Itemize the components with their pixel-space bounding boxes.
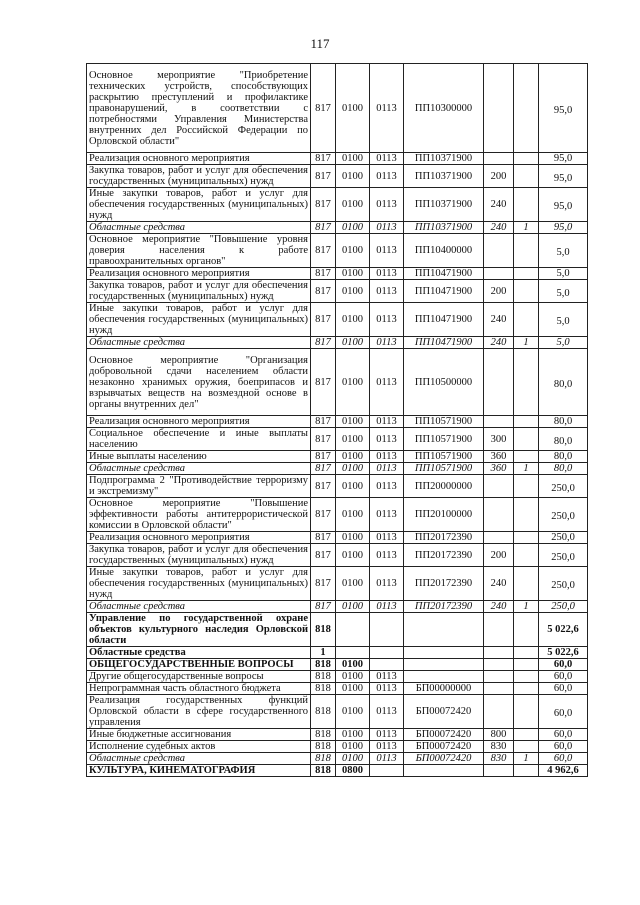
table-row xyxy=(87,498,588,532)
row-section-code: 0100 xyxy=(336,753,370,765)
row-amount: 250,0 xyxy=(539,601,588,613)
table-row xyxy=(87,765,588,777)
table-row xyxy=(87,188,588,222)
row-expense-type: 240 xyxy=(484,337,514,349)
row-ved-code: 817 xyxy=(311,416,336,428)
budget-rows xyxy=(87,64,588,777)
table-row xyxy=(87,544,588,567)
table-row xyxy=(87,463,588,475)
row-name: Реализация основного мероприятия xyxy=(87,268,311,280)
row-funding-source xyxy=(514,532,539,544)
row-expense-type xyxy=(484,659,514,671)
row-expense-type xyxy=(484,64,514,153)
table-row xyxy=(87,416,588,428)
row-name: ОБЩЕГОСУДАРСТВЕННЫЕ ВОПРОСЫ xyxy=(87,659,311,671)
row-expense-type: 240 xyxy=(484,567,514,601)
row-subsection-code: 0113 xyxy=(370,601,404,613)
row-section-code: 0100 xyxy=(336,498,370,532)
row-section-code: 0100 xyxy=(336,303,370,337)
row-subsection-code: 0113 xyxy=(370,695,404,729)
row-target-article: ПП10471900 xyxy=(404,303,484,337)
row-funding-source: 1 xyxy=(514,601,539,613)
row-amount: 95,0 xyxy=(539,222,588,234)
table-row xyxy=(87,222,588,234)
row-target-article: БП00000000 xyxy=(404,683,484,695)
row-target-article: ПП10571900 xyxy=(404,463,484,475)
row-target-article: ПП10471900 xyxy=(404,337,484,349)
row-section-code: 0100 xyxy=(336,659,370,671)
row-amount: 5,0 xyxy=(539,268,588,280)
row-section-code: 0100 xyxy=(336,428,370,451)
row-target-article: ПП10471900 xyxy=(404,280,484,303)
row-section-code: 0100 xyxy=(336,729,370,741)
row-funding-source xyxy=(514,268,539,280)
table-row xyxy=(87,671,588,683)
row-funding-source xyxy=(514,683,539,695)
row-ved-code: 817 xyxy=(311,349,336,416)
row-amount: 95,0 xyxy=(539,165,588,188)
row-ved-code: 817 xyxy=(311,601,336,613)
row-subsection-code: 0113 xyxy=(370,188,404,222)
row-name: Реализация государственных функций Орловской области в сфере государственного управления xyxy=(87,695,311,729)
row-subsection-code xyxy=(370,659,404,671)
row-amount: 80,0 xyxy=(539,463,588,475)
row-target-article: ПП10571900 xyxy=(404,416,484,428)
row-section-code: 0100 xyxy=(336,234,370,268)
row-section-code: 0100 xyxy=(336,544,370,567)
row-ved-code: 817 xyxy=(311,280,336,303)
row-ved-code: 817 xyxy=(311,532,336,544)
row-name: Областные средства xyxy=(87,601,311,613)
row-section-code: 0100 xyxy=(336,683,370,695)
row-amount: 80,0 xyxy=(539,451,588,463)
row-name: Другие общегосударственные вопросы xyxy=(87,671,311,683)
row-target-article: БП00072420 xyxy=(404,729,484,741)
row-expense-type: 240 xyxy=(484,188,514,222)
row-name: Иные выплаты населению xyxy=(87,451,311,463)
row-amount: 60,0 xyxy=(539,671,588,683)
table-row xyxy=(87,613,588,647)
row-ved-code: 817 xyxy=(311,234,336,268)
row-section-code: 0100 xyxy=(336,671,370,683)
row-ved-code: 818 xyxy=(311,683,336,695)
row-ved-code: 817 xyxy=(311,451,336,463)
row-section-code: 0100 xyxy=(336,532,370,544)
row-amount: 5 022,6 xyxy=(539,647,588,659)
row-amount: 5 022,6 xyxy=(539,613,588,647)
row-expense-type xyxy=(484,416,514,428)
table-row xyxy=(87,428,588,451)
row-expense-type xyxy=(484,695,514,729)
row-expense-type xyxy=(484,475,514,498)
row-ved-code: 817 xyxy=(311,165,336,188)
row-name: Областные средства xyxy=(87,337,311,349)
row-subsection-code: 0113 xyxy=(370,222,404,234)
row-funding-source xyxy=(514,280,539,303)
table-row xyxy=(87,153,588,165)
row-expense-type: 240 xyxy=(484,303,514,337)
table-row xyxy=(87,683,588,695)
table-row xyxy=(87,659,588,671)
row-ved-code: 817 xyxy=(311,544,336,567)
table-row xyxy=(87,601,588,613)
row-target-article: БП00072420 xyxy=(404,753,484,765)
row-section-code: 0100 xyxy=(336,475,370,498)
row-target-article: ПП10371900 xyxy=(404,165,484,188)
row-amount: 5,0 xyxy=(539,303,588,337)
row-subsection-code: 0113 xyxy=(370,498,404,532)
row-target-article: ПП20000000 xyxy=(404,475,484,498)
row-target-article xyxy=(404,671,484,683)
table-row xyxy=(87,647,588,659)
row-funding-source: 1 xyxy=(514,463,539,475)
table-row xyxy=(87,532,588,544)
row-subsection-code: 0113 xyxy=(370,532,404,544)
row-target-article xyxy=(404,647,484,659)
row-expense-type xyxy=(484,268,514,280)
row-subsection-code: 0113 xyxy=(370,337,404,349)
row-name: Реализация основного мероприятия xyxy=(87,153,311,165)
row-funding-source xyxy=(514,165,539,188)
row-expense-type xyxy=(484,532,514,544)
row-expense-type xyxy=(484,498,514,532)
row-section-code: 0100 xyxy=(336,349,370,416)
table-row xyxy=(87,64,588,153)
table-row xyxy=(87,165,588,188)
row-ved-code: 1 xyxy=(311,647,336,659)
row-ved-code: 818 xyxy=(311,741,336,753)
row-funding-source xyxy=(514,64,539,153)
row-section-code: 0100 xyxy=(336,222,370,234)
row-expense-type: 300 xyxy=(484,428,514,451)
row-funding-source: 1 xyxy=(514,222,539,234)
row-amount: 95,0 xyxy=(539,153,588,165)
row-ved-code: 818 xyxy=(311,765,336,777)
table-row xyxy=(87,729,588,741)
row-amount: 5,0 xyxy=(539,280,588,303)
row-funding-source xyxy=(514,234,539,268)
row-expense-type: 360 xyxy=(484,463,514,475)
row-funding-source: 1 xyxy=(514,337,539,349)
row-subsection-code: 0113 xyxy=(370,544,404,567)
row-ved-code: 818 xyxy=(311,695,336,729)
table-row xyxy=(87,753,588,765)
row-subsection-code: 0113 xyxy=(370,729,404,741)
row-section-code: 0100 xyxy=(336,165,370,188)
row-expense-type xyxy=(484,349,514,416)
table-row xyxy=(87,695,588,729)
row-name: Областные средства xyxy=(87,463,311,475)
row-ved-code: 817 xyxy=(311,498,336,532)
row-name: Иные закупки товаров, работ и услуг для обеспечения государственных (муниципальных) нужд xyxy=(87,303,311,337)
row-funding-source xyxy=(514,475,539,498)
row-target-article: ПП20100000 xyxy=(404,498,484,532)
row-subsection-code: 0113 xyxy=(370,428,404,451)
row-ved-code: 817 xyxy=(311,337,336,349)
table-row xyxy=(87,567,588,601)
row-amount: 5,0 xyxy=(539,337,588,349)
row-funding-source: 1 xyxy=(514,753,539,765)
row-target-article xyxy=(404,613,484,647)
row-funding-source xyxy=(514,729,539,741)
row-name: Исполнение судебных актов xyxy=(87,741,311,753)
row-section-code: 0100 xyxy=(336,463,370,475)
row-ved-code: 817 xyxy=(311,268,336,280)
row-subsection-code: 0113 xyxy=(370,753,404,765)
table-row xyxy=(87,741,588,753)
table-row xyxy=(87,234,588,268)
row-amount: 250,0 xyxy=(539,532,588,544)
row-ved-code: 817 xyxy=(311,463,336,475)
row-expense-type xyxy=(484,683,514,695)
row-name: Социальное обеспечение и иные выплаты населению xyxy=(87,428,311,451)
row-funding-source xyxy=(514,544,539,567)
row-subsection-code: 0113 xyxy=(370,234,404,268)
row-section-code: 0100 xyxy=(336,153,370,165)
budget-table xyxy=(86,63,588,777)
row-name: Закупка товаров, работ и услуг для обеспечения государственных (муниципальных) нужд xyxy=(87,165,311,188)
row-funding-source xyxy=(514,303,539,337)
row-funding-source xyxy=(514,416,539,428)
row-section-code xyxy=(336,647,370,659)
row-funding-source xyxy=(514,695,539,729)
row-subsection-code: 0113 xyxy=(370,463,404,475)
row-subsection-code: 0113 xyxy=(370,683,404,695)
row-ved-code: 817 xyxy=(311,567,336,601)
row-section-code: 0100 xyxy=(336,188,370,222)
row-ved-code: 818 xyxy=(311,659,336,671)
row-amount: 60,0 xyxy=(539,741,588,753)
row-section-code: 0100 xyxy=(336,601,370,613)
row-subsection-code: 0113 xyxy=(370,280,404,303)
row-funding-source xyxy=(514,613,539,647)
row-section-code: 0100 xyxy=(336,567,370,601)
row-target-article: ПП20172390 xyxy=(404,544,484,567)
row-section-code xyxy=(336,613,370,647)
row-target-article xyxy=(404,765,484,777)
table-row xyxy=(87,475,588,498)
row-subsection-code: 0113 xyxy=(370,165,404,188)
row-funding-source xyxy=(514,567,539,601)
row-target-article: ПП10571900 xyxy=(404,451,484,463)
row-subsection-code xyxy=(370,765,404,777)
row-ved-code: 817 xyxy=(311,475,336,498)
row-amount: 250,0 xyxy=(539,475,588,498)
row-subsection-code: 0113 xyxy=(370,475,404,498)
row-target-article: ПП10400000 xyxy=(404,234,484,268)
row-amount: 60,0 xyxy=(539,753,588,765)
table-row xyxy=(87,268,588,280)
row-name: Основное мероприятие "Приобретение технических устройств, способствующих раскрытию преступлений и профилактике правонарушений, в соответствии с потребностями Управления Министерства внутренних дел Российской Федерации по Орловской области" xyxy=(87,64,311,153)
row-ved-code: 817 xyxy=(311,153,336,165)
row-section-code: 0100 xyxy=(336,64,370,153)
row-target-article: ПП10500000 xyxy=(404,349,484,416)
row-expense-type: 830 xyxy=(484,741,514,753)
row-target-article: ПП10571900 xyxy=(404,428,484,451)
row-section-code: 0100 xyxy=(336,451,370,463)
row-amount: 80,0 xyxy=(539,416,588,428)
row-ved-code: 818 xyxy=(311,753,336,765)
table-row xyxy=(87,451,588,463)
row-expense-type: 800 xyxy=(484,729,514,741)
row-name: Закупка товаров, работ и услуг для обеспечения государственных (муниципальных) нужд xyxy=(87,544,311,567)
page-number: 117 xyxy=(310,36,330,51)
row-ved-code: 818 xyxy=(311,613,336,647)
row-subsection-code: 0113 xyxy=(370,567,404,601)
row-expense-type: 200 xyxy=(484,280,514,303)
row-amount: 5,0 xyxy=(539,234,588,268)
row-target-article: ПП20172390 xyxy=(404,567,484,601)
row-name: Иные бюджетные ассигнования xyxy=(87,729,311,741)
row-subsection-code: 0113 xyxy=(370,268,404,280)
row-expense-type: 200 xyxy=(484,544,514,567)
row-name: Областные средства xyxy=(87,753,311,765)
row-subsection-code: 0113 xyxy=(370,349,404,416)
row-expense-type: 240 xyxy=(484,222,514,234)
row-section-code: 0100 xyxy=(336,416,370,428)
row-ved-code: 817 xyxy=(311,428,336,451)
row-amount: 250,0 xyxy=(539,544,588,567)
row-target-article: ПП20172390 xyxy=(404,601,484,613)
row-subsection-code: 0113 xyxy=(370,741,404,753)
row-name: Подпрограмма 2 "Противодействие терроризму и экстремизму" xyxy=(87,475,311,498)
row-amount: 60,0 xyxy=(539,729,588,741)
row-expense-type xyxy=(484,613,514,647)
row-amount: 4 962,6 xyxy=(539,765,588,777)
row-name: Основное мероприятие "Повышение уровня доверия населения к работе правоохранительных органов" xyxy=(87,234,311,268)
row-amount: 95,0 xyxy=(539,188,588,222)
row-expense-type xyxy=(484,234,514,268)
row-subsection-code: 0113 xyxy=(370,416,404,428)
row-name: КУЛЬТУРА, КИНЕМАТОГРАФИЯ xyxy=(87,765,311,777)
row-subsection-code: 0113 xyxy=(370,671,404,683)
row-amount: 60,0 xyxy=(539,659,588,671)
row-name: Реализация основного мероприятия xyxy=(87,416,311,428)
row-target-article: ПП10371900 xyxy=(404,188,484,222)
row-target-article: ПП20172390 xyxy=(404,532,484,544)
row-funding-source xyxy=(514,659,539,671)
row-name: Иные закупки товаров, работ и услуг для обеспечения государственных (муниципальных) нужд xyxy=(87,188,311,222)
row-amount: 80,0 xyxy=(539,349,588,416)
row-section-code: 0100 xyxy=(336,268,370,280)
row-name: Основное мероприятие "Организация добровольной сдачи населением области незаконно хранимых оружия, боеприпасов и взрывчатых веществ на возмездной основе в органы внутренних дел" xyxy=(87,349,311,416)
row-expense-type xyxy=(484,671,514,683)
row-ved-code: 817 xyxy=(311,222,336,234)
row-ved-code: 817 xyxy=(311,303,336,337)
row-funding-source xyxy=(514,765,539,777)
row-funding-source xyxy=(514,671,539,683)
row-target-article: ПП10471900 xyxy=(404,268,484,280)
row-ved-code: 817 xyxy=(311,188,336,222)
row-expense-type: 240 xyxy=(484,601,514,613)
table-row xyxy=(87,303,588,337)
row-target-article: БП00072420 xyxy=(404,695,484,729)
row-subsection-code xyxy=(370,647,404,659)
row-name: Иные закупки товаров, работ и услуг для обеспечения государственных (муниципальных) нужд xyxy=(87,567,311,601)
row-section-code: 0100 xyxy=(336,741,370,753)
row-section-code: 0100 xyxy=(336,337,370,349)
row-funding-source xyxy=(514,188,539,222)
row-subsection-code: 0113 xyxy=(370,153,404,165)
row-expense-type: 360 xyxy=(484,451,514,463)
row-target-article: ПП10371900 xyxy=(404,222,484,234)
row-expense-type: 830 xyxy=(484,753,514,765)
row-subsection-code xyxy=(370,613,404,647)
row-funding-source xyxy=(514,428,539,451)
row-amount: 80,0 xyxy=(539,428,588,451)
row-name: Управление по государственной охране объектов культурного наследия Орловской области xyxy=(87,613,311,647)
row-funding-source xyxy=(514,647,539,659)
row-amount: 95,0 xyxy=(539,64,588,153)
row-target-article xyxy=(404,659,484,671)
row-subsection-code: 0113 xyxy=(370,303,404,337)
row-name: Непрограммная часть областного бюджета xyxy=(87,683,311,695)
row-name: Реализация основного мероприятия xyxy=(87,532,311,544)
row-subsection-code: 0113 xyxy=(370,64,404,153)
row-expense-type xyxy=(484,647,514,659)
row-expense-type xyxy=(484,765,514,777)
row-amount: 250,0 xyxy=(539,567,588,601)
row-ved-code: 817 xyxy=(311,64,336,153)
row-funding-source xyxy=(514,741,539,753)
table-row xyxy=(87,349,588,416)
row-ved-code: 818 xyxy=(311,729,336,741)
row-funding-source xyxy=(514,349,539,416)
row-expense-type: 200 xyxy=(484,165,514,188)
row-amount: 60,0 xyxy=(539,695,588,729)
row-amount: 60,0 xyxy=(539,683,588,695)
row-name: Областные средства xyxy=(87,647,311,659)
row-name: Закупка товаров, работ и услуг для обеспечения государственных (муниципальных) нужд xyxy=(87,280,311,303)
table-row xyxy=(87,280,588,303)
row-funding-source xyxy=(514,153,539,165)
row-name: Областные средства xyxy=(87,222,311,234)
row-ved-code: 818 xyxy=(311,671,336,683)
row-target-article: ПП10300000 xyxy=(404,64,484,153)
row-amount: 250,0 xyxy=(539,498,588,532)
row-section-code: 0100 xyxy=(336,695,370,729)
row-expense-type xyxy=(484,153,514,165)
row-section-code: 0800 xyxy=(336,765,370,777)
row-section-code: 0100 xyxy=(336,280,370,303)
row-funding-source xyxy=(514,498,539,532)
row-target-article: БП00072420 xyxy=(404,741,484,753)
row-name: Основное мероприятие "Повышение эффективности работы антитеррористической комиссии в Орловской области" xyxy=(87,498,311,532)
table-row xyxy=(87,337,588,349)
row-subsection-code: 0113 xyxy=(370,451,404,463)
row-target-article: ПП10371900 xyxy=(404,153,484,165)
row-funding-source xyxy=(514,451,539,463)
